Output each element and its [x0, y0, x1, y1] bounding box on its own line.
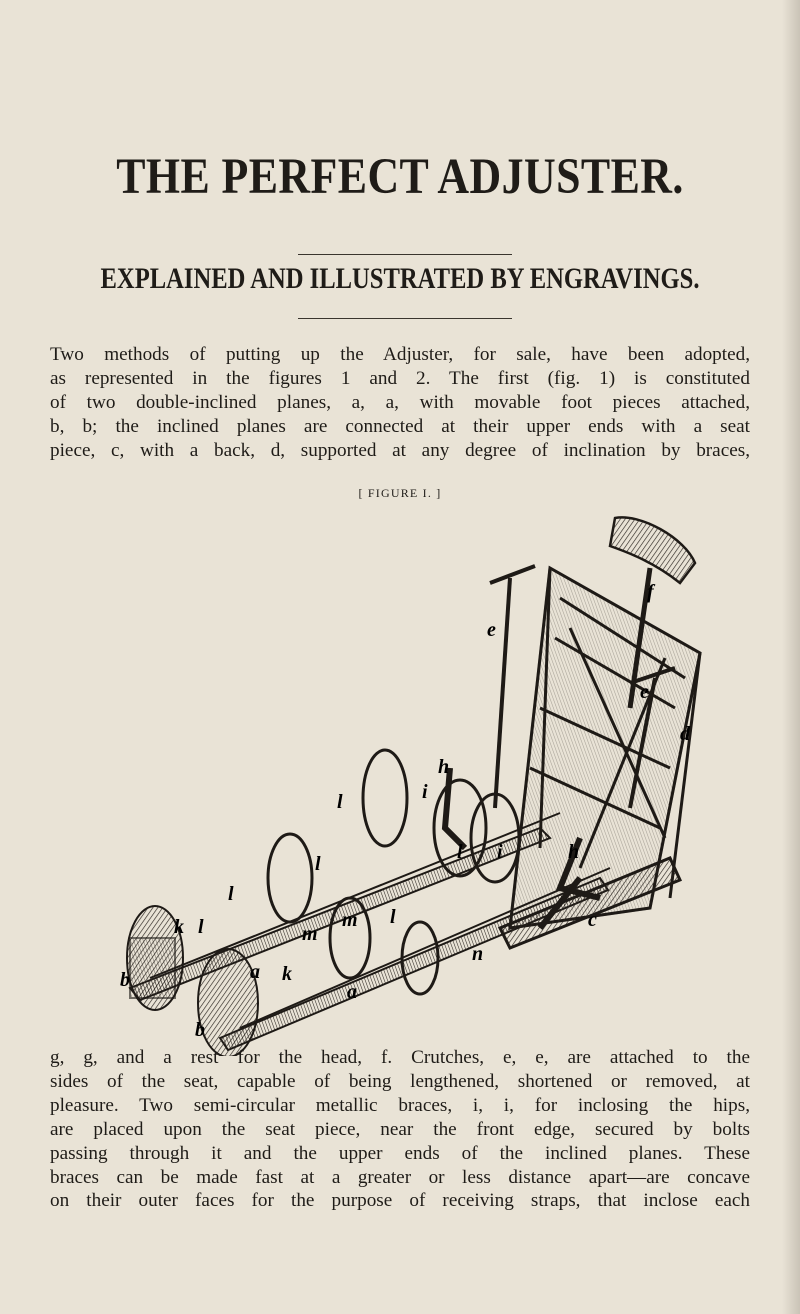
- text-line: b, b; the inclined planes are connected at their upper ends with a seat: [50, 415, 750, 437]
- figure-label: l: [337, 791, 343, 813]
- figure-label: e: [640, 681, 649, 703]
- text-line: braces can be made fast at a greater or less distance apart—are concave: [50, 1166, 750, 1188]
- figure-label: b: [195, 1019, 205, 1041]
- text-line: on their outer faces for the purpose of receiving straps, that inclose each: [50, 1190, 750, 1212]
- figure-label: l: [390, 906, 396, 928]
- figure-label: i: [497, 841, 503, 863]
- text-line: piece, c, with a back, d, supported at any degree of inclination by braces,: [50, 439, 750, 461]
- text-line: as represented in the figures 1 and 2. The first (fig. 1) is constituted: [50, 367, 750, 389]
- figure-label: k: [282, 963, 292, 985]
- figure-label: b: [120, 969, 130, 991]
- text-line: passing through it and the upper ends of the inclined planes. These: [50, 1142, 750, 1164]
- figure-label: i: [422, 781, 428, 803]
- figure-label: l: [315, 853, 321, 875]
- figure-label: e: [487, 619, 496, 641]
- page-edge-shadow: [782, 0, 800, 1314]
- intro-paragraph: [50, 343, 750, 463]
- text-line: Two methods of putting up the Adjuster, for sale, have been adopted,: [50, 344, 750, 365]
- figure-label: f: [647, 581, 654, 603]
- foot-pieces: [127, 906, 258, 1056]
- title-divider-rule: [298, 254, 512, 255]
- figure-label: h: [438, 756, 450, 778]
- figure-label: k: [174, 916, 184, 938]
- figure-label: a: [347, 981, 357, 1003]
- page-title: THE PERFECT ADJUSTER.: [116, 149, 684, 205]
- text-line: sides of the seat, capable of being lengthened, shortened or removed, at: [50, 1070, 750, 1092]
- figure-label: l: [457, 841, 463, 863]
- text-line: pleasure. Two semi-circular metallic braces, i, i, for inclosing the hips,: [50, 1094, 750, 1116]
- figure-label: h: [568, 841, 580, 863]
- body-paragraph: [50, 1046, 750, 1213]
- figure-label: a: [250, 961, 260, 983]
- adjuster-engraving-figure: [110, 508, 710, 1056]
- subtitle-divider-rule: [298, 318, 512, 319]
- figure-label: c: [588, 909, 597, 931]
- text-line: are placed upon the seat piece, near the front edge, secured by bolts: [50, 1118, 750, 1140]
- page-subtitle: EXPLAINED AND ILLUSTRATED BY ENGRAVINGS.: [100, 262, 700, 295]
- figure-label: m: [342, 909, 358, 931]
- figure-label: d: [680, 723, 690, 745]
- text-line: of two double-inclined planes, a, a, with movable foot pieces attached,: [50, 391, 750, 413]
- text-line: g, g, and a rest for the head, f. Crutches, e, e, are attached to the: [50, 1047, 750, 1068]
- figure-label: l: [198, 916, 204, 938]
- figure-label: l: [228, 883, 234, 905]
- seat-and-back-frame: [500, 568, 700, 948]
- figure-label: n: [472, 943, 484, 965]
- figure-label: m: [302, 923, 318, 945]
- figure-caption: [ FIGURE I. ]: [358, 486, 442, 500]
